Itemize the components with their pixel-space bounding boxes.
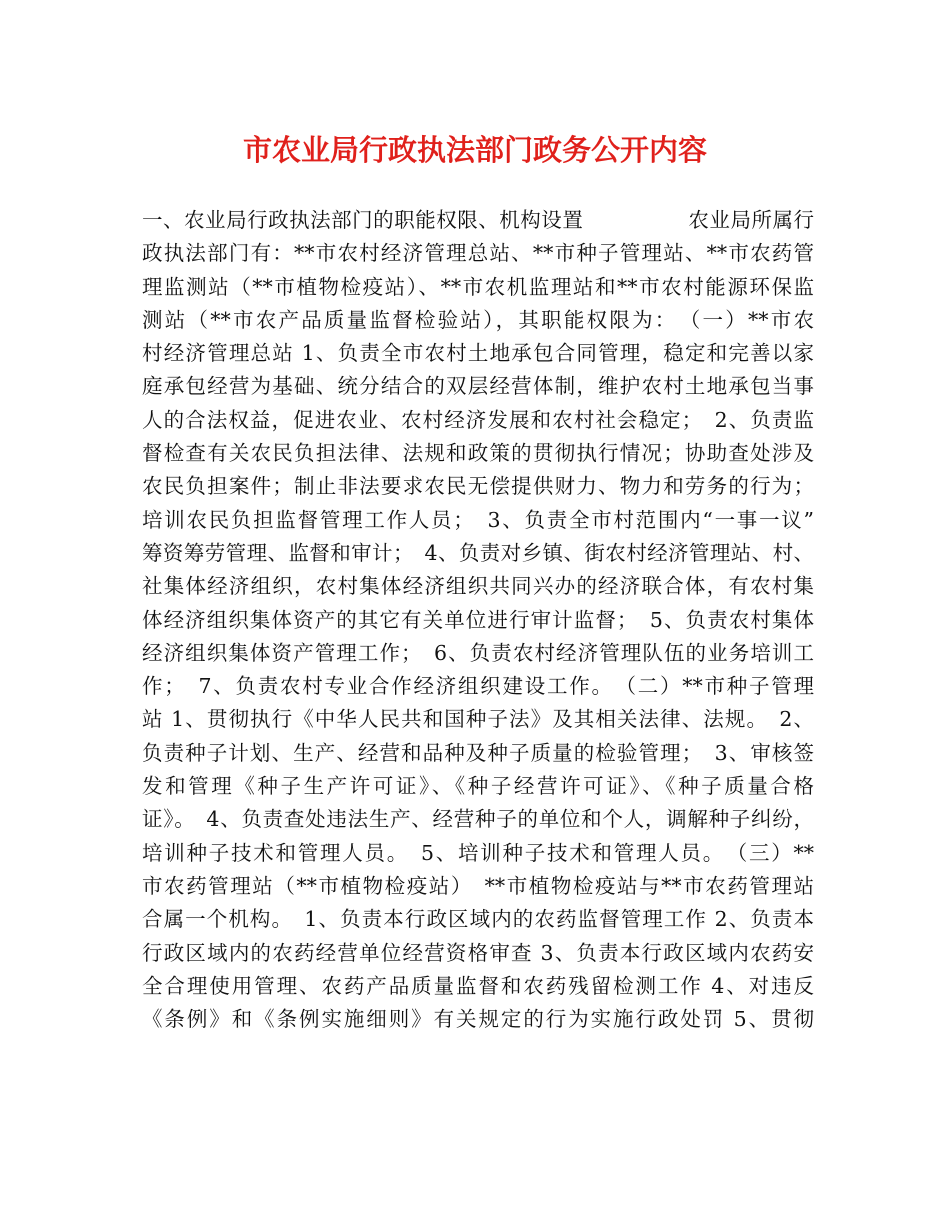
body-line: 庭承包经营为基础、统分结合的双层经营体制，维护农村土地承包当事	[142, 374, 814, 399]
body-line: 培训种子技术和管理人员。 5、培训种子技术和管理人员。 （三）**	[142, 840, 814, 865]
body-line: 理监测站（**市植物检疫站）、**市农机监理站和**市农村能源环保监	[142, 274, 814, 299]
body-line: 一、农业局行政执法部门的职能权限、机构设置 农业局所属行	[142, 208, 814, 232]
body-line: 培训农民负担监督管理工作人员； 3、负责全市村范围内“一事一议”	[142, 507, 814, 532]
body-line: 体经济组织集体资产的其它有关单位进行审计监督； 5、负责农村集体	[142, 607, 814, 632]
body-line: 行政区域内的农药经营单位经营资格审查 3、负责本行政区域内农药安	[142, 940, 814, 965]
document-title: 市农业局行政执法部门政务公开内容	[242, 133, 707, 167]
body-line: 政执法部门有：**市农村经济管理总站、**市种子管理站、**市农药管	[142, 241, 814, 266]
body-line: 《条例》和《条例实施细则》有关规定的行为实施行政处罚 5、贯彻	[142, 1007, 814, 1032]
body-line: 证》。 4、负责查处违法生产、经营种子的单位和个人，调解种子纠纷，	[142, 807, 814, 832]
body-line: 筹资筹劳管理、监督和审计； 4、负责对乡镇、街农村经济管理站、村、	[142, 540, 814, 565]
body-line: 社集体经济组织，农村集体经济组织共同兴办的经济联合体，有农村集	[142, 574, 814, 599]
body-line: 发和管理《种子生产许可证》、《种子经营许可证》、《种子质量合格	[142, 774, 814, 799]
body-line: 督检查有关农民负担法律、法规和政策的贯彻执行情况；协助查处涉及	[142, 441, 814, 466]
body-line: 村经济管理总站 1、负责全市农村土地承包合同管理，稳定和完善以家	[142, 341, 814, 366]
body-line: 人的合法权益，促进农业、农村经济发展和农村社会稳定； 2、负责监	[142, 407, 814, 432]
body-line: 经济组织集体资产管理工作； 6、负责农村经济管理队伍的业务培训工	[142, 640, 814, 665]
body-line: 农民负担案件；制止非法要求农民无偿提供财力、物力和劳务的行为；	[142, 474, 814, 499]
body-line: 测站（**市农产品质量监督检验站），其职能权限为： （一）**市农	[142, 307, 814, 332]
body-line: 负责种子计划、生产、经营和品种及种子质量的检验管理； 3、审核签	[142, 740, 814, 765]
body-line: 全合理使用管理、农药产品质量监督和农药残留检测工作 4、对违反	[142, 973, 814, 998]
body-line: 站 1、贯彻执行《中华人民共和国种子法》及其相关法律、法规。 2、	[142, 707, 814, 732]
body-line: 合属一个机构。 1、负责本行政区域内的农药监督管理工作 2、负责本	[142, 907, 814, 932]
body-line: 市农药管理站（**市植物检疫站） **市植物检疫站与**市农药管理站	[142, 873, 814, 898]
body-line: 作； 7、负责农村专业合作经济组织建设工作。 （二）**市种子管理	[142, 674, 814, 699]
document-body	[142, 204, 814, 1036]
